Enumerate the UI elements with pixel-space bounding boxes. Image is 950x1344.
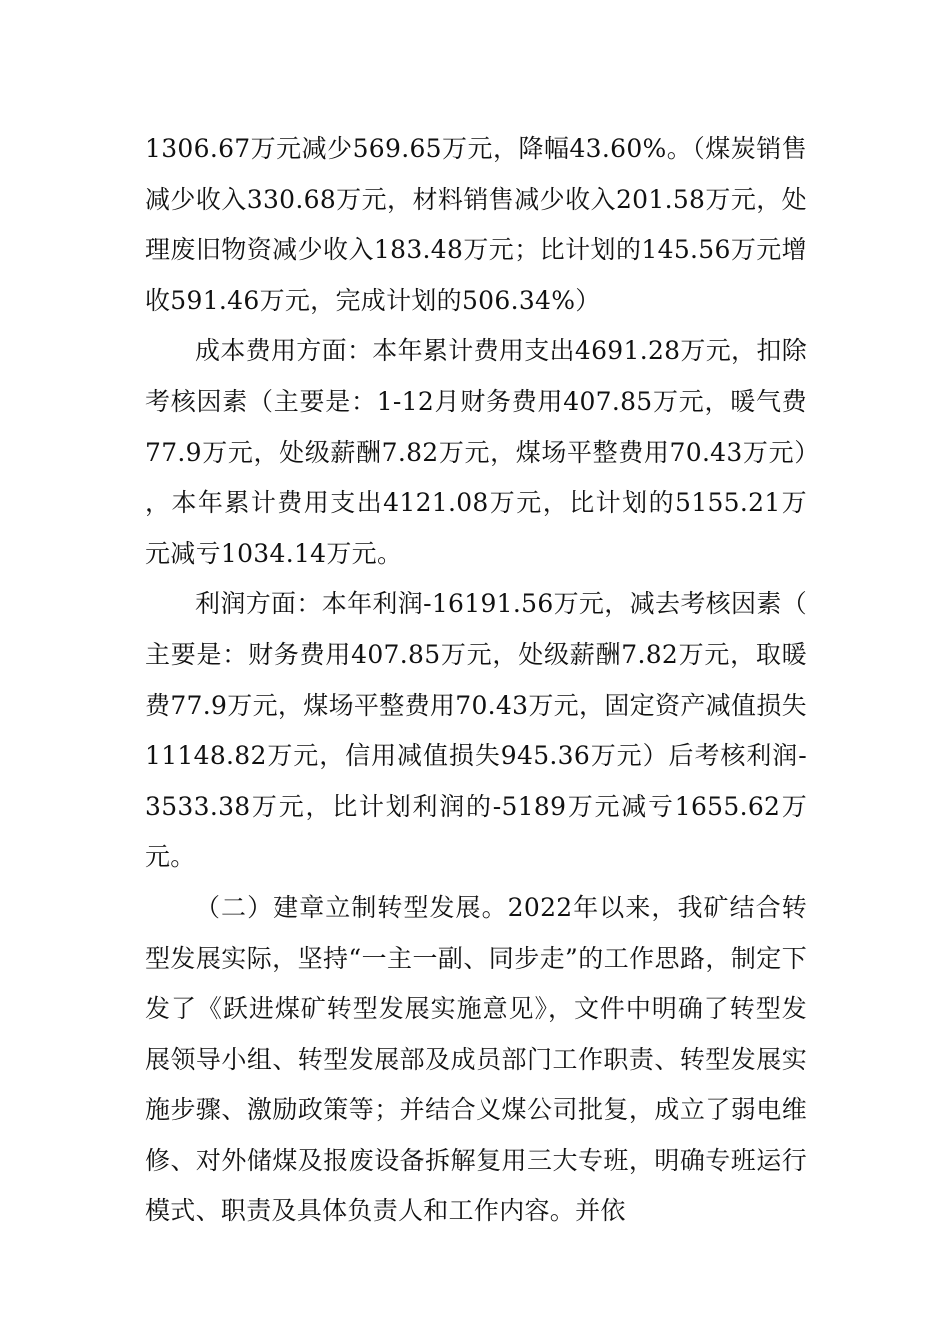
paragraph-transformation: （二）建章立制转型发展。2022年以来，我矿结合转型发展实际，坚持“一主一副、同步走”的工作思路，制定下发了《跃进煤矿转型发展实施意见》，文件中明确了转型发展领导小组、转型发展部及成员部门工作职责、转型发展实施步骤、激励政策等；并结合义煤公司批复，成立了弱电维修、对外储煤及报废设备拆解复用三大专班，明确专班运行模式、职责及具体负责人和工作内容。并依 xyxy=(145,892,807,1226)
paragraph-income-continuation: 1306.67万元减少569.65万元，降幅43.60%。（煤炭销售减少收入330.68万元，材料销售减少收入201.58万元，处理废旧物资减少收入183.48万元；比计划的145.56万元增收591.46万元，完成计划的506.34%） xyxy=(145,134,807,315)
document-page xyxy=(145,124,807,1237)
paragraph-cost-expenses: 成本费用方面：本年累计费用支出4691.28万元，扣除考核因素（主要是：1-12月财务费用407.85万元，暖气费77.9万元，处级薪酬7.82万元，煤场平整费用70.43万元），本年累计费用支出4121.08万元，比计划的5155.21万元减亏1034.14万元。 xyxy=(145,336,807,568)
paragraph-profit: 利润方面：本年利润-16191.56万元，减去考核因素（主要是：财务费用407.85万元，处级薪酬7.82万元，取暖费77.9万元，煤场平整费用70.43万元，固定资产减值损失11148.82万元，信用减值损失945.36万元）后考核利润-3533.38万元，比计划利润的-5189万元减亏1655.62万元。 xyxy=(145,589,807,872)
